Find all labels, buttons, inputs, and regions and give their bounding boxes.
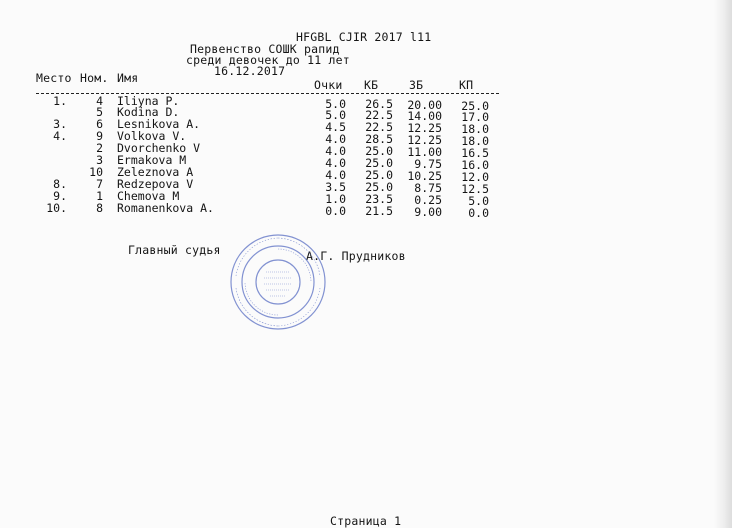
points-cell: 4.0 [325, 132, 346, 146]
judge-name: А.Г. Прудников [306, 249, 406, 263]
points-cell: 4.5 [325, 120, 346, 134]
name-cell: Dvorchenko V [117, 141, 201, 155]
zb-cell: 20.00 [407, 98, 442, 112]
zb-cell: 12.25 [407, 133, 442, 147]
col-header-points: Очки [314, 78, 343, 92]
kp-cell: 12.0 [461, 170, 489, 184]
page-number: Страница 1 [330, 514, 402, 528]
col-header-zb: ЗБ [409, 78, 424, 92]
points-cell: 5.0 [325, 97, 346, 111]
scan-edge-shadow [714, 0, 732, 528]
num-cell: 10 [89, 165, 103, 179]
name-cell: Zeleznova A [117, 165, 194, 179]
header-top-line: HFGBL CJIR 2017 l11 [296, 30, 432, 44]
points-cell: 4.0 [325, 156, 346, 170]
kp-cell: 25.0 [461, 99, 489, 113]
kb-cell: 25.0 [365, 180, 393, 194]
kb-cell: 25.0 [365, 156, 393, 170]
title-line-1: Первенство СОШК рапид [190, 42, 340, 56]
place-cell: 8. [53, 177, 67, 191]
zb-cell: 9.75 [414, 157, 442, 171]
num-cell: 3 [96, 153, 103, 167]
name-cell: Ermakova M [117, 153, 187, 167]
place-cell: 1. [53, 94, 67, 108]
kb-cell: 25.0 [365, 168, 393, 182]
col-header-place: Место [36, 71, 72, 85]
zb-cell: 14.00 [407, 109, 442, 123]
zb-cell: 12.25 [407, 121, 442, 135]
kp-cell: 12.5 [461, 182, 489, 196]
kp-cell: 16.0 [461, 158, 489, 172]
kp-cell: 0.0 [468, 206, 489, 220]
zb-cell: 9.00 [414, 205, 442, 219]
num-cell: 5 [96, 105, 103, 119]
zb-cell: 10.25 [407, 169, 442, 183]
num-cell: 9 [96, 129, 103, 143]
name-cell: Redzepova V [117, 177, 194, 191]
num-cell: 6 [96, 117, 103, 131]
points-cell: 4.0 [325, 144, 346, 158]
name-cell: Volkova V. [117, 129, 187, 143]
kb-cell: 23.5 [365, 192, 393, 206]
name-cell: Chemova M [117, 189, 180, 203]
zb-cell: 11.00 [407, 145, 442, 159]
kb-cell: 21.5 [365, 204, 393, 218]
place-cell: 9. [53, 189, 67, 203]
kp-cell: 18.0 [461, 134, 489, 148]
kb-cell: 26.5 [365, 97, 393, 111]
kp-cell: 17.0 [461, 110, 489, 124]
judge-label: Главный судья [128, 243, 221, 257]
col-header-name: Имя [117, 71, 139, 85]
kp-cell: 5.0 [468, 194, 489, 208]
kb-cell: 28.5 [365, 132, 393, 146]
num-cell: 7 [96, 177, 103, 191]
kb-cell: 22.5 [365, 108, 393, 122]
points-cell: 0.0 [325, 204, 346, 218]
num-cell: 4 [96, 94, 103, 108]
num-cell: 8 [96, 201, 103, 215]
place-cell: 10. [46, 201, 67, 215]
points-cell: 5.0 [325, 108, 346, 122]
col-header-kb: КБ [364, 78, 379, 92]
points-cell: 4.0 [325, 168, 346, 182]
place-cell: 4. [53, 129, 67, 143]
zb-cell: 0.25 [414, 193, 442, 207]
kb-cell: 25.0 [365, 144, 393, 158]
name-cell: Lesnikova A. [117, 117, 201, 131]
name-cell: Romanenkova A. [117, 201, 214, 215]
col-header-num: Ном. [80, 71, 109, 85]
kp-cell: 16.5 [461, 146, 489, 160]
zb-cell: 8.75 [414, 181, 442, 195]
num-cell: 2 [96, 141, 103, 155]
num-cell: 1 [96, 189, 103, 203]
kb-cell: 22.5 [365, 120, 393, 134]
place-cell: 3. [53, 117, 67, 131]
name-cell: Kodina D. [117, 105, 180, 119]
points-cell: 3.5 [325, 180, 346, 194]
points-cell: 1.0 [325, 192, 346, 206]
official-stamp [228, 232, 328, 332]
title-line-2: среди девочек до 11 лет [186, 53, 350, 67]
table-row [0, 201, 732, 220]
kp-cell: 18.0 [461, 122, 489, 136]
col-header-kp: КП [459, 78, 474, 92]
tournament-date: 16.12.2017 [214, 64, 286, 78]
name-cell: Iliyna P. [117, 94, 180, 108]
